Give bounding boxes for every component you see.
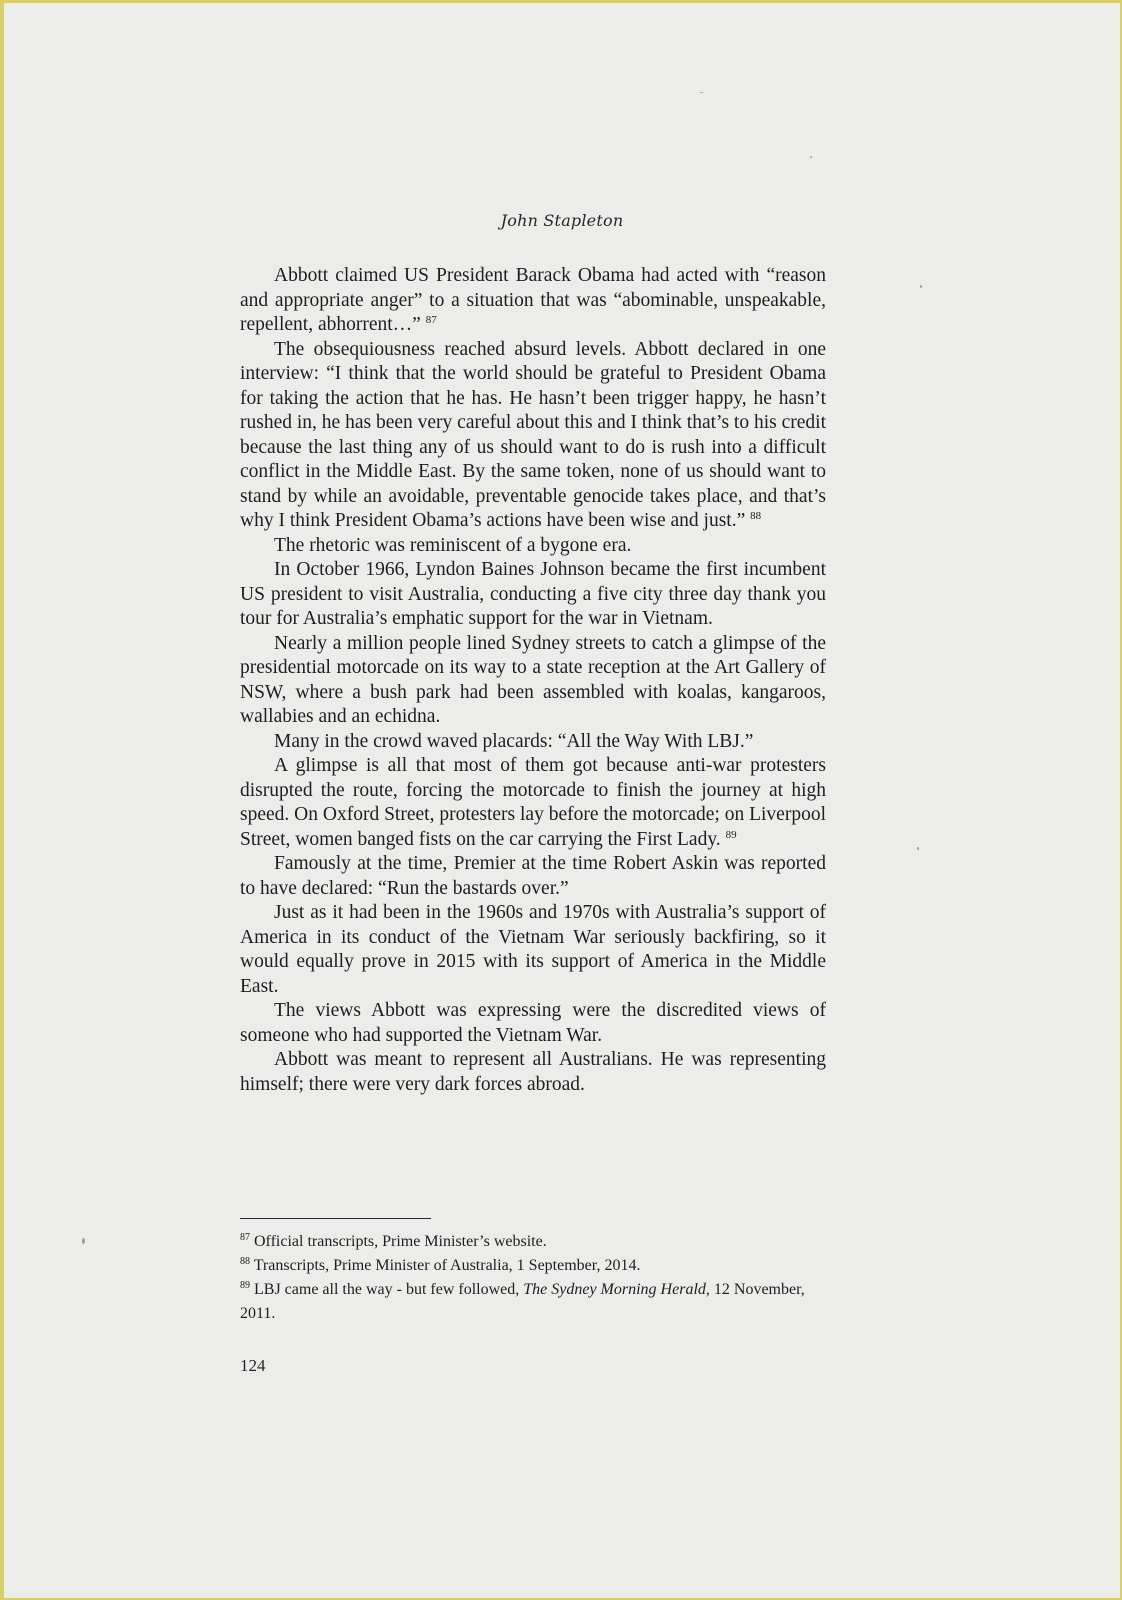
footnote-number: 87 (240, 1232, 250, 1243)
footnote-ref: 87 (425, 314, 437, 326)
footnote-ref: 88 (750, 510, 762, 522)
running-head: John Stapleton (500, 211, 624, 230)
paragraph: Just as it had been in the 1960s and 1970s with Australia’s support of America in its conduct of the Vietnam War seriously backfiring, so it would equally prove in 2015 with its support of America in the Middle East. (240, 902, 826, 997)
page-number: 124 (240, 1356, 266, 1375)
paragraph: The obsequiousness reached absurd levels. Abbott declared in one interview: “I think that the world should be grateful to President Obama for taking the action that he has. He hasn’t been trigger happy, he hasn’t rushed in, he has been very careful about this and I think that’s to his credit because the last thing any of us should want to do is rush into a difficult conflict in the Middle East. By the same token, none of us should want to stand by while an avoidable, preventable genocide takes place, and that’s why I think President Obama’s actions have been wise and just.” $^{88}$ (240, 338, 826, 531)
book-page (4, 3, 1120, 1598)
paragraph: The rhetoric was reminiscent of a bygone era. (274, 534, 632, 556)
paragraph: The views Abbott was expressing were the discredited views of someone who had supported the Vietnam War. (240, 1000, 826, 1046)
scan-speck (917, 847, 919, 850)
footnote-ref: 89 (725, 828, 737, 841)
paragraph: Famously at the time, Premier at the time Robert Askin was reported to have declared: “Run the bastards over.” (240, 853, 826, 899)
footnote-divider (240, 1218, 431, 1219)
scan-speck (82, 1238, 85, 1244)
paragraph: Many in the crowd waved placards: “All the Way With LBJ.” (274, 730, 754, 752)
footnotes (240, 1230, 826, 1326)
footnote: $^{88}$ Transcripts, Prime Minister of Australia, 1 September, 2014. (240, 1256, 641, 1274)
paragraph: A glimpse is all that most of them got because anti-war protesters disrupted the route, forcing the motorcade to finish the journey at high speed. On Oxford Street, protesters lay before the motorcade; on Liverpool Street, women banged fists on the car carrying the First Lady. $^{89}$ (240, 755, 826, 850)
footnote-number: 88 (240, 1256, 250, 1267)
footnote: $^{87}$ Official transcripts, Prime Minister’s website. (240, 1232, 547, 1250)
footnote-number: 89 (240, 1280, 250, 1291)
publication-title: The Sydney Morning Herald (523, 1281, 706, 1298)
body-text (240, 264, 826, 1097)
paragraph: In October 1966, Lyndon Baines Johnson became the first incumbent US president to visit Australia, conducting a five city three day thank you tour for Australia’s emphatic support for the war in Vietnam. (240, 559, 826, 629)
paragraph: Nearly a million people lined Sydney streets to catch a glimpse of the presidential motorcade on its way to a state reception at the Art Gallery of NSW, where a bush park had been assembled with koalas, kangaroos, wallabies and an echidna. (240, 632, 826, 727)
footnote: $^{89}$ LBJ came all the way - but few followed, The Sydney Morning Herald, 12 November, 2011. (240, 1280, 805, 1322)
scan-speck (920, 285, 922, 288)
scan-speck (810, 156, 812, 158)
paragraph: Abbott was meant to represent all Australians. He was representing himself; there were very dark forces abroad. (240, 1049, 826, 1095)
paragraph: Abbott claimed US President Barack Obama had acted with “reason and appropriate anger” to a situation that was “abominable, unspeakable, repellent, abhorrent…” $^{87}$ (240, 265, 826, 335)
scan-speck (700, 92, 703, 93)
